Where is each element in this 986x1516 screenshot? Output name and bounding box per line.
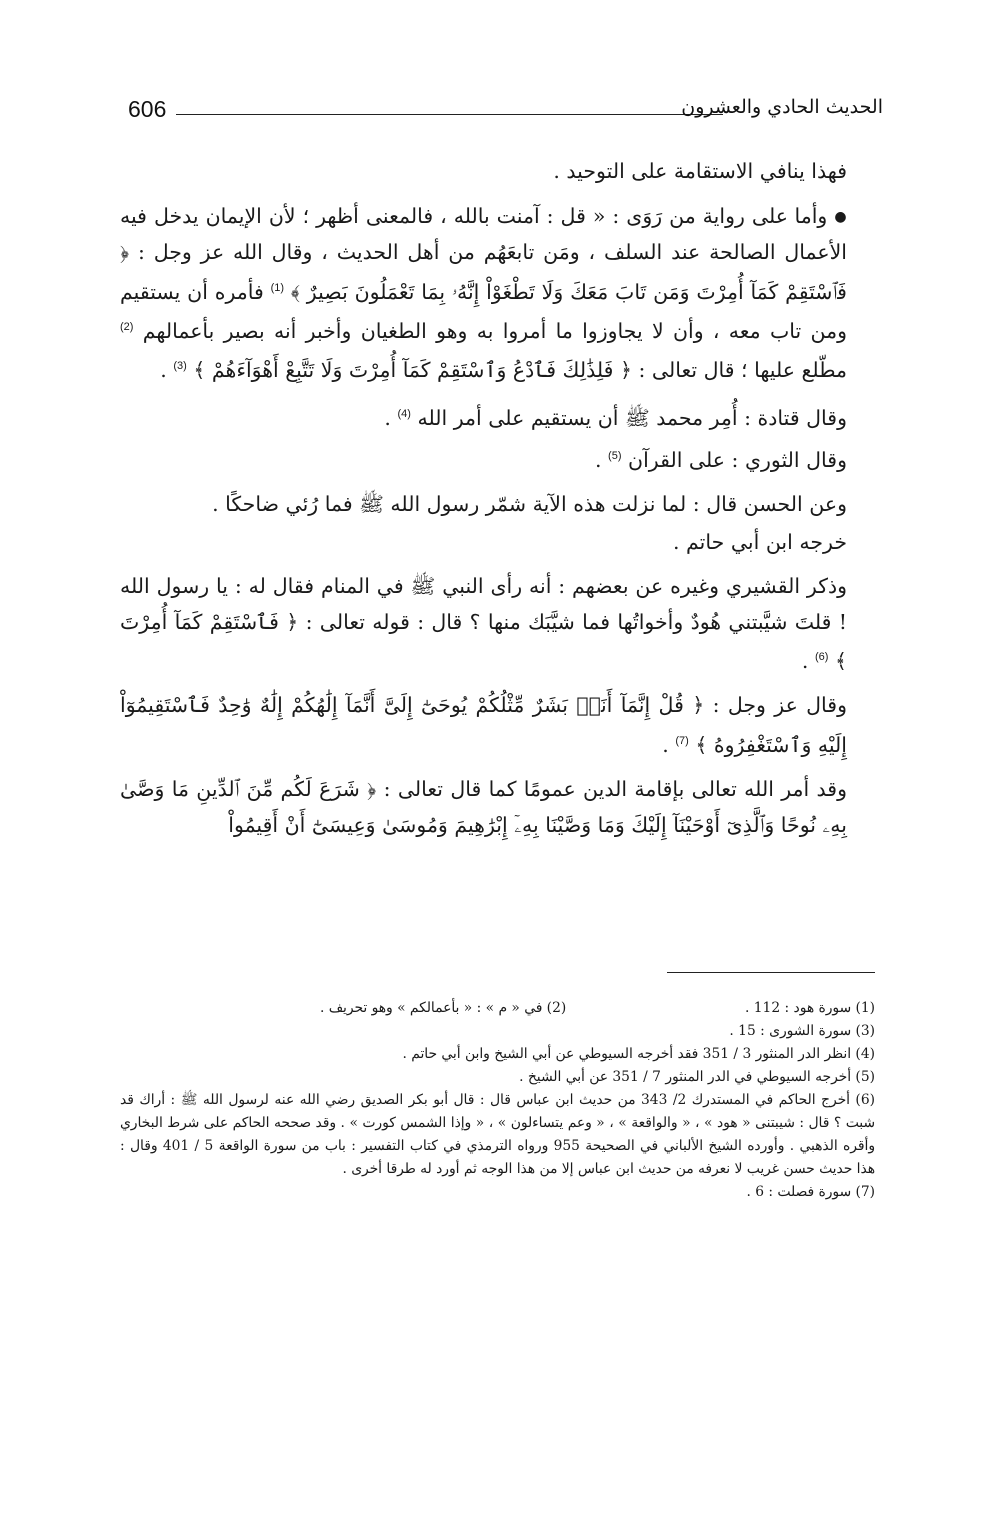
footnote-ref: (5) bbox=[608, 449, 622, 462]
footnote-separator bbox=[667, 972, 875, 973]
paragraph-end: . bbox=[384, 406, 391, 431]
footnote-7: (7) سورة فصلت : 6 . bbox=[746, 1184, 875, 1200]
footnote-3: (3) سورة الشورى : 15 . bbox=[729, 1023, 875, 1039]
paragraph bbox=[120, 397, 875, 436]
paragraph-text: وأما على رواية من رَوَى : « قل : آمنت بالله ، فالمعنى أظهر ؛ لأن الإيمان يدخل فيه الأعمال الصالحة عند السلف ، ومَن تابعَهُم من أهل الحديث ، وقال الله عز وجل : bbox=[120, 203, 847, 264]
paragraph-text: وقال عز وجل : bbox=[712, 693, 847, 718]
chapter-title: الحديث الحادي والعشرون bbox=[681, 96, 883, 118]
paragraph-text: فأمره أن يستقيم ومن تاب معه ، وأن لا يجاوزوا ما أمروا به وهو الطغيان وأخبر أنه بصير بأعمالهم bbox=[120, 279, 847, 343]
footnote-6: (6) أخرج الحاكم في المستدرك 2/ 343 من حديث ابن عباس قال : قال أبو بكر الصديق رضي الله عنه لرسول الله ﷺ : أراك قد شبت ؟ قال : شيبتنى « هود » ، « والواقعة » ، « وعم يتساءلون » ، « وإذا الشمس كورت » . وقد صححه الحاكم على شرط البخاري وأقره الذهبي . وأورده الشيخ الألباني في الصحيحة 955 ورواه الترمذي في كتاب التفسير : باب من سورة الواقعة 5 / 401 وقال : هذا حديث حسن غريب لا نعرفه من حديث ابن عباس إلا من هذا الوجه ثم أورد له طرقا أخرى . bbox=[120, 1092, 875, 1177]
footnote-row bbox=[120, 997, 875, 1020]
paragraph bbox=[120, 569, 875, 679]
paragraph-text: وذكر القشيري وغيره عن بعضهم : أنه رأى النبي ﷺ في المنام فقال له : يا رسول الله ! قلتَ شيَّبتني هُودٌ وأخواتُها فما شيَّبَك منها ؟ قال : قوله تعالى : bbox=[120, 574, 847, 634]
footnote-ref: (6) bbox=[814, 651, 829, 664]
paragraph-end: . bbox=[594, 447, 602, 472]
paragraph bbox=[120, 772, 875, 843]
footnote-ref: (3) bbox=[173, 360, 187, 373]
footnote-4: (4) انظر الدر المنثور 3 / 351 فقد أخرجه السيوطي عن أبي الشيخ وابن أبي حاتم . bbox=[402, 1046, 875, 1062]
paragraph-text: مطّلع عليها ؛ قال تعالى : bbox=[638, 357, 847, 382]
bullet-icon: ● bbox=[834, 208, 847, 225]
footnote-5: (5) أخرجه السيوطي في الدر المنثور 7 / 351 عن أبي الشيخ . bbox=[519, 1069, 875, 1085]
main-text bbox=[120, 154, 875, 852]
paragraph-text: وقال قتادة : أُمِر محمد ﷺ أن يستقيم على أمر الله bbox=[417, 406, 847, 431]
footnotes bbox=[120, 997, 875, 1204]
paragraph-text: وقال الثوري : على القرآن bbox=[628, 447, 847, 472]
paragraph-end: . bbox=[160, 357, 167, 382]
footnote-ref: (1) bbox=[270, 281, 285, 294]
footnote-1: (1) سورة هود : 112 . bbox=[745, 1000, 875, 1016]
paragraph: فهذا ينافي الاستقامة على التوحيد . bbox=[553, 159, 847, 183]
paragraph-end: . bbox=[662, 732, 669, 757]
quran-verse: ﴿ شَرَعَ لَكُم مِّنَ ٱلدِّينِ مَا وَصَّىٰ بِهِۦ نُوحًا وَٱلَّذِىٓ أَوْحَيْنَآ إِلَيْكَ وَمَا وَصَّيْنَا بِهِۦٓ إِبْرَٰهِيمَ وَمُوسَىٰ وَعِيسَىٰٓ أَنْ أَقِيمُواْ bbox=[120, 777, 847, 837]
footnote-ref: (2) bbox=[120, 320, 134, 333]
paragraph bbox=[120, 688, 875, 763]
paragraph bbox=[120, 439, 875, 478]
quran-verse: ﴿ فَلِذَٰلِكَ فَٱدْعُ وَٱسْتَقِمْ كَمَآ أُمِرْتَ وَلَا تَتَّبِعْ أَهْوَآءَهُمْ ﴾ bbox=[193, 357, 632, 382]
running-header bbox=[128, 96, 883, 136]
paragraph: وعن الحسن قال : لما نزلت هذه الآية شمّر رسول الله ﷺ فما رُئي ضاحكًا . bbox=[212, 492, 847, 517]
paragraph-text: وقد أمر الله تعالى بإقامة الدين عمومًا كما قال تعالى : bbox=[383, 777, 848, 802]
quran-verse: ﴿ فَٱسْتَقِمْ كَمَآ أُمِرْتَ وَمَن تَابَ مَعَكَ وَلَا تَطْغَوْاْ إِنَّهُۥ بِمَا تَعْمَلُونَ بَصِيرٌ ﴾ bbox=[120, 240, 847, 304]
paragraph-end: . bbox=[801, 648, 809, 673]
paragraph: خرجه ابن أبي حاتم . bbox=[673, 529, 847, 554]
quran-verse: ﴿ قُلْ إِنَّمَآ أَنَا۠ بَشَرٌ مِّثْلُكُمْ يُوحَىٰٓ إِلَىَّ أَنَّمَآ إِلَٰهُكُمْ إِلَٰهٌ وَٰحِدٌ فَٱسْتَقِيمُوٓاْ إِلَيْهِ وَٱسْتَغْفِرُوهُ ﴾ bbox=[120, 693, 847, 757]
footnote-ref: (7) bbox=[675, 734, 689, 747]
paragraph bbox=[120, 199, 875, 389]
footnote-2: (2) في « م » : « بأعمالكم » وهو تحريف . bbox=[320, 1000, 567, 1016]
footnote-ref: (4) bbox=[397, 408, 411, 421]
page-number: 606 bbox=[128, 96, 167, 122]
quran-verse: ﴿ فَٱسْتَقِمْ كَمَآ أُمِرْتَ ﴾ bbox=[120, 609, 847, 673]
header-rule bbox=[176, 114, 723, 115]
